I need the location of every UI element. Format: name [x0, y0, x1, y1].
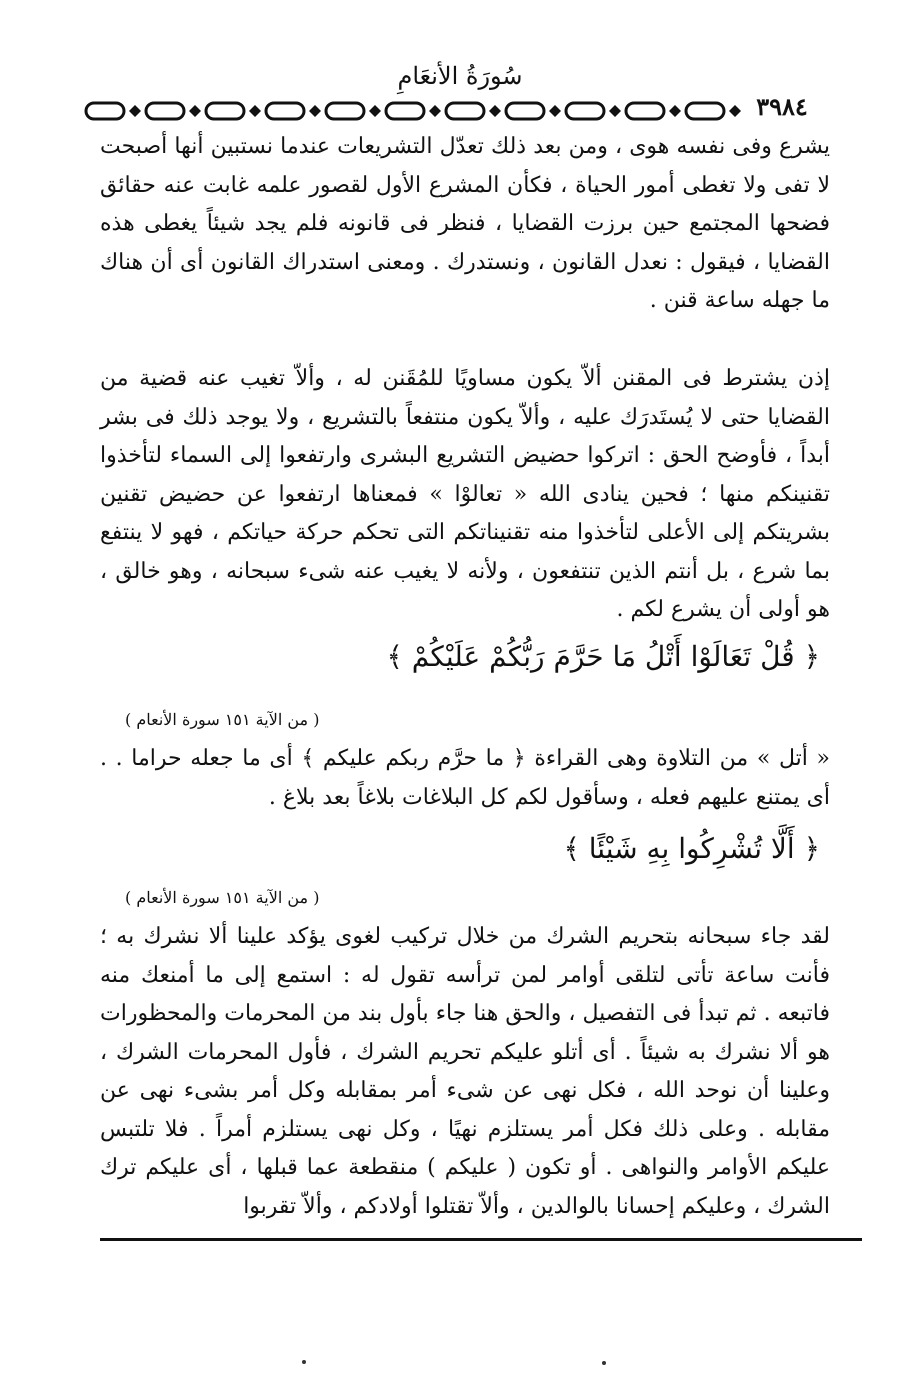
paragraph-4: لقد جاء سبحانه بتحريم الشرك من خلال تركيب لغوى يؤكد علينا ألا نشرك به ؛ فأنت ساعة تأتى لتلقى أوامر لمن ترأسه تقول له : استمع إلى ما أمنعك منه فاتبعه . ثم تبدأ فى التفصيل ، والحق هنا جاء بأول بند من المحرمات والمحظورات هو ألا نشرك به شيئاً . أى أتلو عليكم تحريم الشرك ، فأول المحرمات الشرك ، وعلينا أن نوحد الله ، فكل نهى عن شىء أمر بمقابله وكل أمر بشىء نهى عن مقابله . وعلى ذلك فكل أمر يستلزم نهيًا ، وكل نهى يستلزم أمراً . فلا تلتبس عليكم الأوامر والنواهى . أو تكون ( عليكم ) منقطعة عما قبلها ، أى عليكم ترك الشرك ، وعليكم إحسانا بالوالدين ، وألاّ تقتلوا أولادكم ، وألاّ تقربوا	[100, 924, 830, 1219]
quran-verse-2: ﴿ أَلَّا تُشْرِكُوا بِهِ شَيْئًا ﴾	[563, 832, 820, 865]
paragraph-3: « أتل » من التلاوة وهى القراءة ﴿ ما حرَّم ربكم عليكم ﴾ أى ما جعله حراما . . أى يمتنع عليهم فعله ، وسأقول لكم كل البلاغات بلاغاً بعد بلاغ .	[100, 746, 830, 810]
footer-rule	[100, 1238, 862, 1241]
page-number: ٣٩٨٤	[756, 92, 808, 121]
scan-speck	[602, 1361, 606, 1365]
paragraph-2: إذن يشترط فى المقنن ألاّ يكون مساويًا للمُقَنن له ، وألاّ تغيب عنه قضية من القضايا حتى لا يُستَدرَك عليه ، وألاّ يكون منتفعاً بالتشريع ، ولا يوجد ذلك فى بشر أبداً ، فأوضح الحق : اتركوا حضيض التشريع البشرى وارتفعوا إلى السماء لتأخذوا تقنينكم منها ؛ فحين ينادى الله « تعالوْا » فمعناها ارتفعوا عن حضيض تقنين بشريتكم إلى الأعلى لتأخذوا منه تقنيناتكم التى تحكم حركة حياتكم ، فهو لا ينتفع بما شرع ، بل أنتم الذين تنتفعون ، ولأنه لا يغيب عنه شىء سبحانه ، وهو خالق ، هو أولى أن يشرع لكم .	[100, 366, 830, 622]
surah-title: سُورَةُ الأنعَامِ	[397, 62, 523, 90]
quran-verse-1: ﴿ قُلْ تَعَالَوْا أَتْلُ مَا حَرَّمَ رَبُّكُمْ عَلَيْكُمْ ﴾	[386, 640, 820, 673]
paragraph-1: يشرع وفى نفسه هوى ، ومن بعد ذلك تعدّل التشريعات عندما نستبين أنها أصبحت لا تفى ولا تغطى أمور الحياة ، فكأن المشرع الأول لقصور علمه غابت عنه حقائق فضحها المجتمع حين برزت القضايا ، فنظر فى قانونه فلم يجد شيئاً يغطى هذه القضايا ، فيقول : نعدل القانون ، ونستدرك . ومعنى استدراك القانون أى أن هناك ما جهله ساعة قنن .	[100, 134, 831, 313]
verse-reference-2: ( من الآية ١٥١ سورة الأنعام )	[125, 888, 320, 907]
verse-reference-1: ( من الآية ١٥١ سورة الأنعام )	[125, 710, 320, 729]
chain-ornament-divider	[84, 97, 744, 127]
scan-speck	[302, 1360, 306, 1364]
